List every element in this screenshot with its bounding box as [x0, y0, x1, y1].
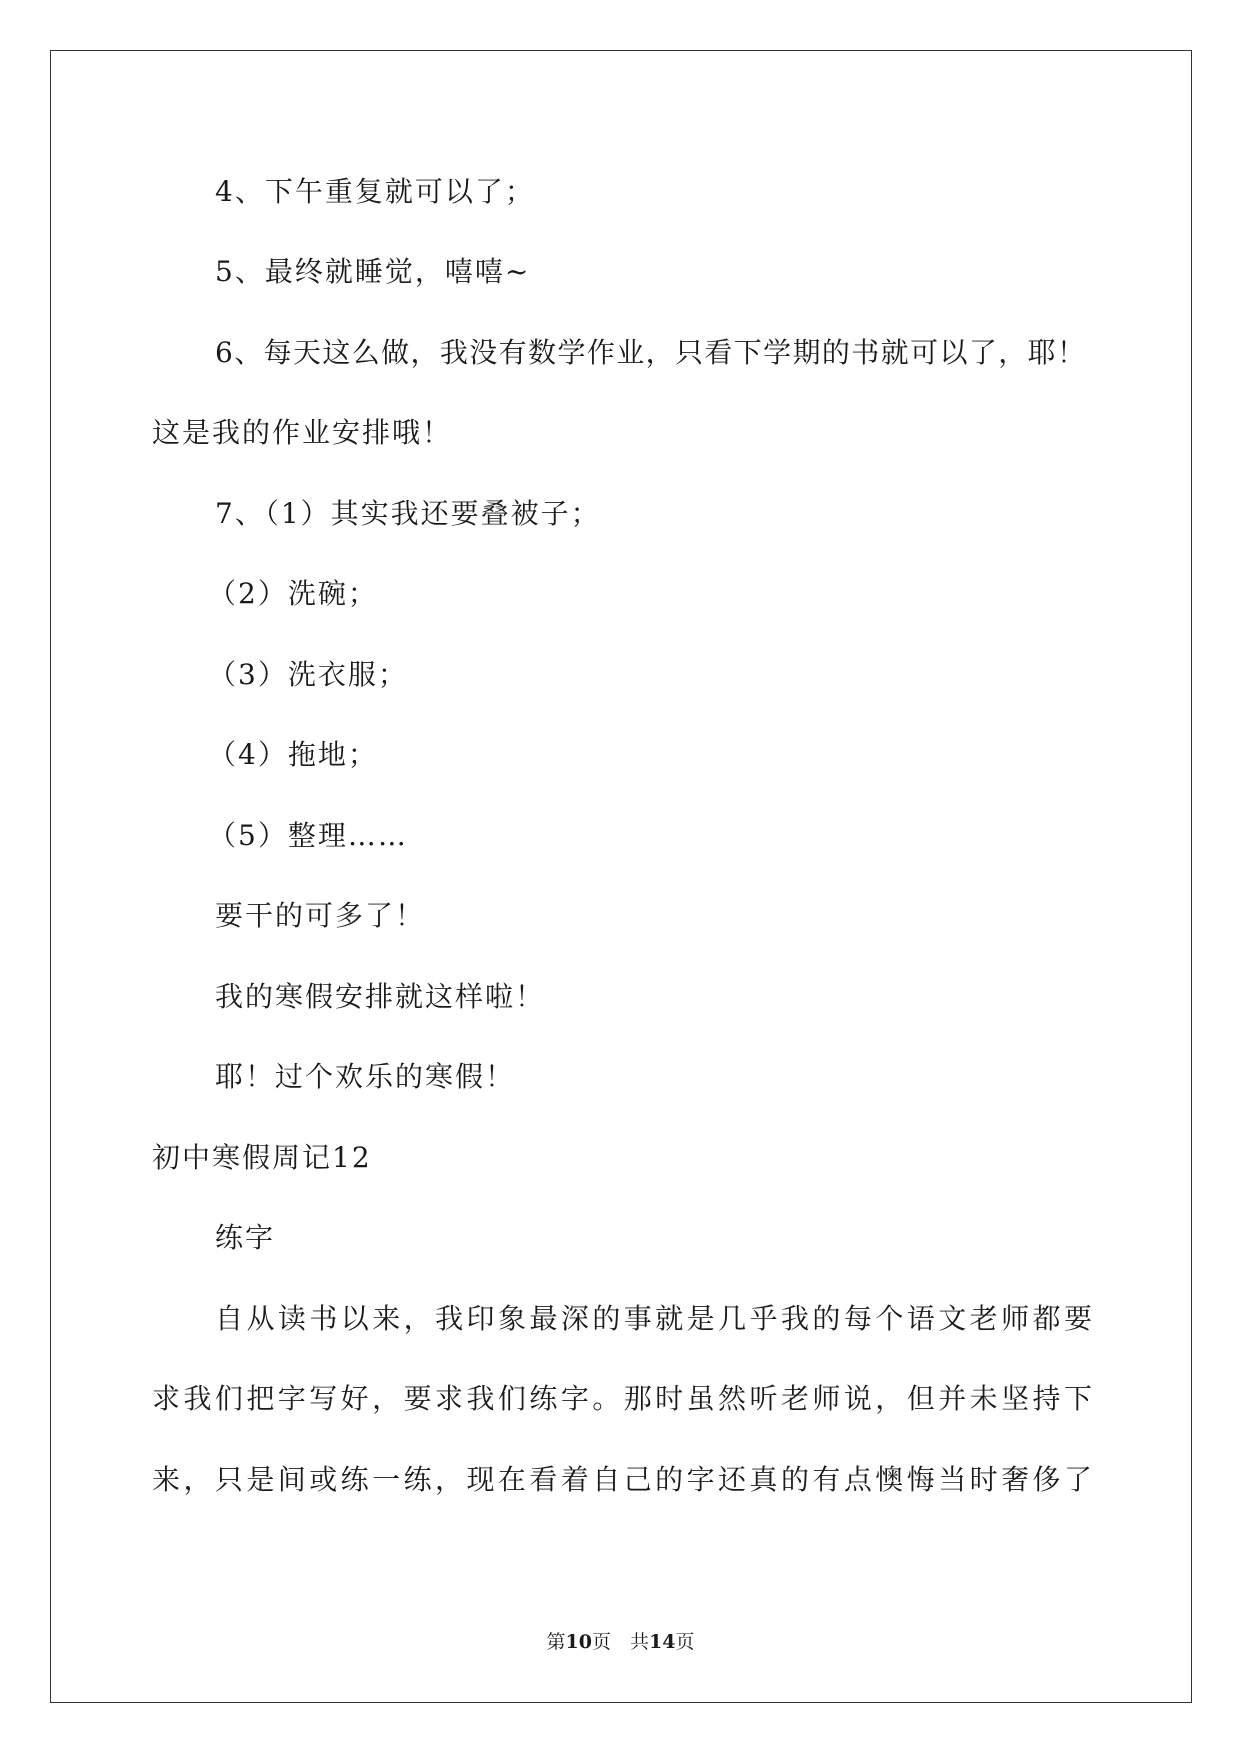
text-line: 要干的可多了！	[215, 899, 426, 932]
text-line: 6、每天这么做，我没有数学作业，只看下学期的书就可以了，耶！	[215, 336, 1085, 369]
footer-mid: 页 共	[591, 1631, 649, 1653]
text-line: 自从读书以来，我印象最深的事就是几乎我的每个语文老师都要	[215, 1302, 1092, 1335]
text-line: 我的寒假安排就这样啦！	[215, 980, 546, 1013]
text-line: 耶！过个欢乐的寒假！	[215, 1060, 516, 1093]
text-line: 7、（1）其实我还要叠被子；	[215, 497, 601, 530]
text-line: （2）洗碗；	[208, 577, 378, 610]
essay-title: 练字	[215, 1221, 276, 1254]
text-line: 5、最终就睡觉，嘻嘻~	[215, 255, 531, 288]
text-line: 这是我的作业安排哦！	[152, 416, 453, 449]
text-line: （4）拖地；	[208, 738, 378, 771]
current-page-number: 10	[565, 1631, 592, 1653]
text-line: 来，只是间或练一练，现在看着自己的字还真的有点懊悔当时奢侈了	[152, 1463, 1092, 1496]
page-footer	[0, 1630, 1241, 1654]
footer-prefix: 第	[546, 1631, 566, 1653]
text-line: 4、下午重复就可以了；	[215, 175, 535, 208]
text-line: 求我们把字写好，要求我们练字。那时虽然听老师说，但并未坚持下	[152, 1382, 1092, 1415]
total-page-number: 14	[649, 1631, 676, 1653]
footer-suffix: 页	[675, 1631, 695, 1653]
page-border	[50, 50, 1192, 1703]
text-line: （5）整理……	[208, 819, 408, 852]
text-line: （3）洗衣服；	[208, 658, 408, 691]
section-title: 初中寒假周记12	[152, 1141, 372, 1174]
